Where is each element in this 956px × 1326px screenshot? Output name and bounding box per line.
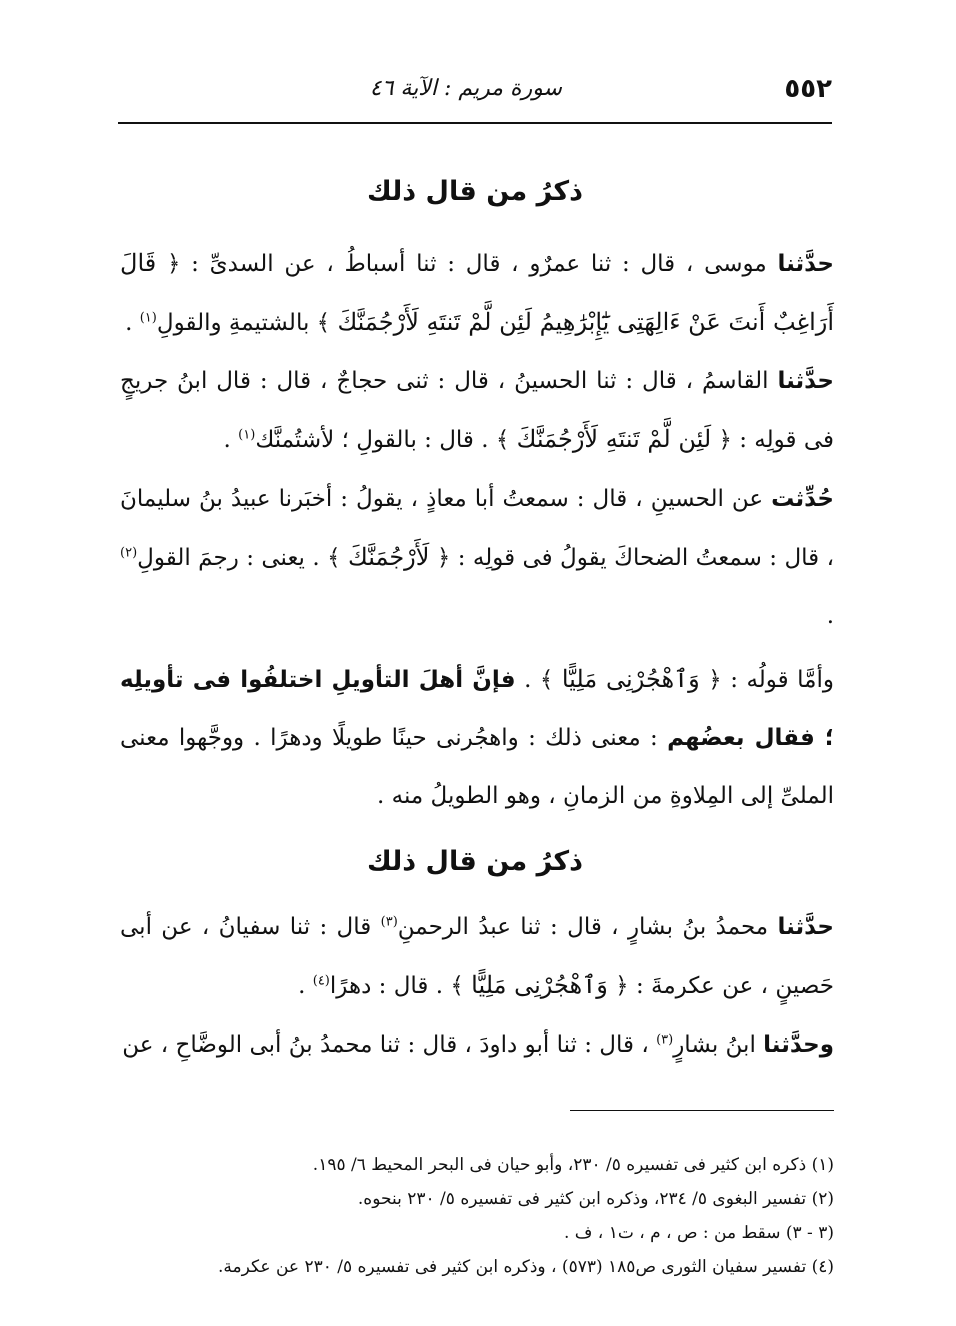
paragraph-text: : معنى ذلك : واهجُرنى حينًا طويلًا ودهرًا . ووجَّهوا معنى الملىِّ إلى المِلاوةِ من الزمانِ ، وهو الطويلُ منه . — [120, 725, 834, 809]
footnote: (٣ - ٣) سقط من : ص ، م ، ت١ ، ف . — [563, 1223, 834, 1243]
paragraph-text: محمدُ بنُ بشارٍ ، قال : ثنا عبدُ الرحمنِ — [397, 914, 778, 940]
paragraph-text: ﴾ بالشتيمةِ والقولِ — [156, 310, 338, 336]
quran-quote: لَأَرْجُمَنَّكَ — [347, 543, 430, 571]
paragraph-text: . — [298, 973, 313, 999]
paragraph-text: موسى ، قال : ثنا عمرٌو ، قال : ثنا أسباطُ ، عن السدىِّ : ﴿ — [156, 251, 778, 277]
quran-quote: قَالَ أَرَاغِبٌ أَنتَ عَنْ ءَالِهَتِى يَٰٓإِبْرَٰهِيمُ لَئِن لَّمْ تَنتَهِ لَأَرْجُمَنَّكَ — [120, 249, 834, 336]
paragraph — [120, 470, 834, 645]
paragraph-text: ابنُ بشارٍ — [673, 1032, 764, 1058]
paragraph-text: عن الحسينِ ، قال : سمعتُ أبا معاذٍ ، يقولُ : أخبَرنا عبيدُ بنُ سليمانَ ، قال : سمعتُ الضحاكَ يقولُ فى قولِه : ﴿ — [120, 486, 834, 571]
footnote: (٢) تفسير البغوى ٥/ ٢٣٤، وذكره ابن كثير فى تفسيره ٥/ ٢٣٠ بنحوه. — [357, 1189, 834, 1209]
running-title: سورة مريم : الآية ٤٦ — [369, 76, 562, 101]
section-heading: ذكرُ من قال ذلك — [367, 176, 583, 207]
paragraph-lead: حدَّثنا — [777, 368, 834, 394]
paragraph — [120, 650, 834, 825]
footnote-ref: (٣) — [656, 1032, 674, 1048]
paragraph-text: ﴾ . قال : دهرًا — [329, 973, 472, 999]
paragraph-lead: وأمَّا قولُه : ﴿ — [699, 667, 834, 693]
page-header — [118, 70, 832, 124]
footnote-ref: (١) — [139, 310, 157, 326]
paragraph-lead: حُدِّثت — [771, 486, 834, 512]
paragraph-text: ﴾ . — [515, 667, 562, 693]
paragraph-text: . — [223, 427, 239, 453]
footnote: (٤) تفسير سفيان الثورى ص١٨٥ (٥٧٣) ، وذكره ابن كثير فى تفسيره ٥/ ٢٣٠ عن عكرمة. — [218, 1257, 834, 1277]
paragraph — [120, 1016, 834, 1074]
footnote-ref: (٢) — [120, 545, 138, 561]
paragraph-lead: وحدَّثنا — [763, 1032, 834, 1058]
quran-quote: وَٱهْجُرْنِى مَلِيًّا — [471, 971, 608, 999]
footnotes — [120, 1148, 834, 1284]
paragraph-text: ، قال : ثنا أبو داودَ ، قال : ثنا محمدُ بنُ أبى الوضَّاحِ ، عن — [122, 1032, 657, 1058]
section-heading: ذكرُ من قال ذلك — [367, 846, 583, 877]
paragraph-text: ﴾ . يعنى : رجمَ القولِ — [137, 545, 348, 571]
footnote-ref: (١) — [238, 427, 256, 443]
paragraph-text: قال : ثنا سفيانُ ، عن أبى حَصينٍ ، عن عكرمةَ : ﴿ — [120, 914, 834, 999]
bold-text: فإنَّ أهلَ التأويلِ اختلفُوا فى تأويلِه ؛ فقال بعضُهم — [120, 667, 835, 751]
paragraph-text: ﴾ . قال : بالقولِ ؛ لأشتُمنَّك — [255, 427, 517, 453]
paragraph — [120, 234, 834, 352]
page-number: ٥٥٢ — [784, 74, 832, 104]
quran-quote: وَٱهْجُرْنِى مَلِيًّا — [561, 665, 700, 693]
paragraph-text: القاسمُ ، قال : ثنا الحسينُ ، قال : ثنى حجاجٌ ، قال : قال ابنُ جريجٍ فى قولِه : ﴿ — [120, 368, 834, 453]
paragraph — [120, 898, 834, 1015]
footnote-ref: (٤) — [312, 973, 330, 989]
footnote-ref: (٣) — [380, 914, 398, 930]
paragraph-lead: حدَّثنا — [777, 251, 834, 277]
paragraph — [120, 352, 834, 469]
paragraph-text: . — [826, 603, 834, 629]
footnote: (١) ذكره ابن كثير فى تفسيره ٥/ ٢٣٠، وأبو حيان فى البحر المحيط ٦/ ١٩٥. — [312, 1155, 834, 1175]
paragraph-lead: حدَّثنا — [777, 914, 834, 940]
footnote-divider — [570, 1110, 834, 1111]
quran-quote: لَئِن لَّمْ تَنتَهِ لَأَرْجُمَنَّكَ — [516, 425, 712, 453]
paragraph-text: . — [125, 310, 140, 336]
